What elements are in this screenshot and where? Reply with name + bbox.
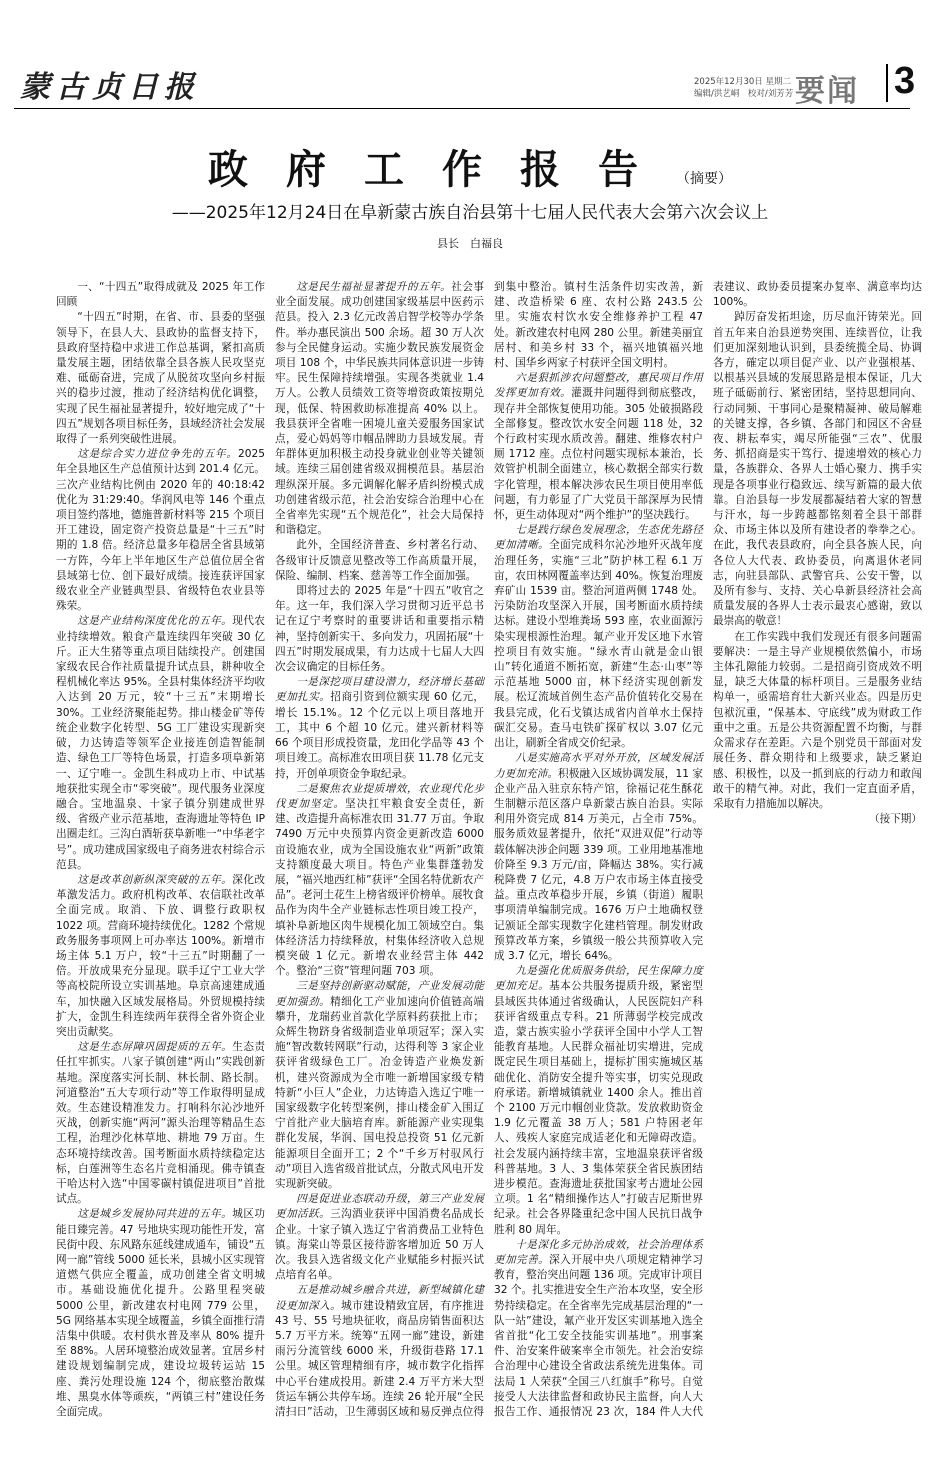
paragraph-lead: 十是深化多元协治成效，社会治理体系更加完善。: [494, 1238, 703, 1266]
article-paragraph: [494, 964, 703, 1238]
paragraph-text: 招商引资到位额实现 60 亿元，增长 15.1%。12 个亿元以上项目落地开工，其中 6 个超 10 亿元。建兴新材料等 66 个项目形成投资量，龙田化学品等 43 个项目竣工。高标准农田项目获 11.78 亿元支持，开创单项资金争取纪录。: [275, 691, 485, 780]
newspaper-logo: 蒙古贞日报: [20, 70, 200, 105]
article-paragraph: [275, 979, 484, 1192]
article-paragraph: [275, 1192, 484, 1283]
article-paragraph: [275, 675, 484, 781]
paragraph-lead: 七是践行绿色发展理念，生态优先路径更加清晰。: [494, 524, 703, 552]
paragraph-text: 社会事业全面发展。成功创建国家级基层中医药示范县。投入 2.3 亿元改善启智学校等办学条件。举办惠民演出 500 余场。超 30 万人次参与全民健身运动。实施少数民族发展资金项目 108 个，中华民族共同体意识进一步铸牢。民生保障持续增强。实现各类就业 1.4 万人。公教人员绩效工资等增资政策按期兑现，低保、特困救助标准提高 40% 以上。我县获评全省唯一困境儿童关爱服务国家试点，爱心妈妈等巾帼品牌助力县域发展。青年群体更加积极主动投身就业创业等关键领域。连续三届创建省级双拥模范县。基层治理纵深开展。多元调解化解矛盾纠纷模式成功创建省级示范，社会治安综合治理中心在全省率先实现“五个规范化”，社会大局保持和谐稳定。: [275, 281, 485, 537]
continued-note: （接下期）: [869, 813, 922, 826]
article-paragraph: “十四五”时期，在省、市、县委的坚强领导下，在县人大、县政协的监督支持下，县政府坚持稳中求进工作总基调，紧扣高质量发展主题，团结依靠全县各族人民攻坚克难、砥砺奋进，完成了从脱贫攻坚向乡村振兴的稳步过渡，推动了经济结构优化调整，实现了民生福祉显著提升，较好地完成了“十四五”规划各项目标任务，县域经济社会发展取得了一系列突破性进展。: [56, 311, 265, 446]
masthead-divider: [886, 64, 888, 102]
paragraph-text: 三沟酒业获评中国消费名品成长企业。十家子镇入选辽宁省消费品工业特色镇。海棠山等景区接待游客增加近 50 万人次。我县入选省级文化产业赋能乡村振兴试点培育名单。: [275, 1208, 485, 1282]
article-paragraph: 此外，全国经济普查、乡村著名行动、各级审计反馈意见整改等工作高质量开展，保险、编制、档案、慈善等工作全面加强。: [275, 539, 484, 582]
article-paragraph: [56, 447, 265, 614]
article-paragraph: [275, 782, 484, 980]
paragraph-text: 基本公共服务提质升级，紧密型县域医共体通过省级确认，人民医院妇产科获评省级重点专科。21 所薄弱学校完成改造，蒙古族实验小学获评全国中小学人工智能教育基地。人民群众福祉切实增进，完成既定民生项目基础上，提标扩围实施城区基础优化、消防安全提升等实事，切实兑现政府承诺。新增城镇就业 1400 余人。推出首个 2100 万元巾帼创业贷款。发放救助资金 1.9 亿元覆盖 38 万人；581 户特困老年人、残疾人家庭完成适老化和无障碍改造。社会发展内涵持续丰富，宝地温泉获评省级科普基地。3 人、3 集体荣获全省民族团结进步模范。查海遗址获批国家考古遗址公园立项。1 名“精细操作达人”打破吉尼斯世界纪录。社会各界隆重纪念中国人民抗日战争胜利 80 周年。: [494, 980, 704, 1236]
paragraph-lead: 八是实施高水平对外开放，区域发展活力更加充沛。: [494, 752, 703, 780]
paragraph-text: 生态责任扛牢抓实。八家子镇创建“两山”实践创新基地。深度落实河长制、林长制、路长制。河道整治“五大专项行动”等工作取得明显成效。生态建设精准发力。打响科尔沁沙地歼灭战，创新实施“两河”源头治理等精品生态工程，治理沙化林草地、耕地 79 万亩。生态环境持续改善。国考断面水质持续稳定达标，白莲洲等生态名片竞相涌现。佛寺镇查干哈达村入选“中国零碳村镇促进项目”首批试点。: [56, 1041, 266, 1206]
article-author: 县长 白福良: [437, 237, 503, 250]
paragraph-text: 坚决扛牢粮食安全责任，新建、改造提升高标准农田 31.77 万亩。争取 7490 万元中央预算内资金更新改造 6000 亩设施农业，成为全国设施农业“两新”政策支持额度最大项目。特色产业集群蓬勃发展，“福兴地西红柿”获评“全国名特优新农产品”。老河土花生上榜省级评价榜单。展牧食品作为肉牛全产业链标志性项目竣工投产，填补阜新地区肉牛规模化加工领域空白。集体经济活力持续释放，村集体经济收入总规模突破 1 亿元。新增农业经营主体 442 个。整治“三资”管理问题 703 项。: [275, 797, 485, 978]
editor-credits: 编辑/洪艺峒 校对/刘芳芳: [694, 89, 794, 99]
paragraph-lead: 这是生态屏障巩固提质的五年。: [77, 1041, 233, 1054]
paragraph-lead: 二是聚焦农业提质增效，农业现代化步伐更加坚定。: [275, 782, 484, 810]
page-number: 3: [894, 60, 916, 102]
article-paragraph: 踔厉奋发拓坦途，历尽血汗铸荣光。回首五年来自治县逆势突围、连续晋位，让我们更加深刻地认识到，县委统揽全局、协调各方，確定以项目促产业、以产业强根基、以根基兴县域的发展思路是根本保证，几大班子砥砺前行、紧密团结，坚持思想同向、行动同频、干事同心是聚精凝神、破局解难的关键支撑，各乡镇、各部门和园区不舍昼夜、耕耘奉实，竭尽所能强“三农”、优服务、抓招商是实干笃行、提速增效的核心力量，各族群众、各界人士婚心聚力、携手实现是各项事业行稳致远、续写新篇的最大依靠。自治县每一步发展都凝结着大家的智慧与汗水，每一步跨越都铭刻着全县干部群众、市场主体以及所有建设者的拳拳之心。在此，我代表县政府，向全县各族人民，向各位人大代表、政协委员，向离退休老同志，向驻县部队、武警官兵、公安干警，以及所有参与、支持、关心阜新县经济社会高质量发展的各界人士表示最衷心感谢，致以最崇高的敬意！: [713, 311, 922, 628]
paragraph-text: 深化改革激发活力。政府机构改革、农信联社改革全面完成。取消、下放、调整行政职权 1022 项。营商环境持续优化。1282 个常规政务服务事项网上可办率达 100%。新增市场主体 5.1 万户，较“十三五”时期翻了一倍。开放成果充分显现。联手辽宁工业大学等高校院所设立实训基地。阜京高速建成通车，加快融入区域发展格局。外贸规模持续扩大，金凯生科连续两年获得全省外资企业突出贡献奖。: [56, 873, 266, 1038]
article-paragraph: [56, 1207, 265, 1420]
paragraph-text: 精细化工产业加速向价值链高端攀升，龙瑞药业首款化学原料药获批上市；众辉生物跻身省级制造业单项冠军；深入实施“智改数转网联”行动，达得利等 3 家企业获评省级绿色工厂。冶金铸造产业焕发新机，建兴资源成为全市唯一新增国家级专精特新“小巨人”企业，力达铸造入选辽宁唯一国家级数字化转型案例，排山楼金矿入围辽宁首批产业大脑培育库。新能源产业实现集群化发展，华润、国电投总投资 51 亿元新能源项目全面开工；2 个“千乡万村驭风行动”项目入选省级首批试点，分散式风电开发实现新突破。: [275, 995, 485, 1190]
article-paragraph: 在工作实践中我们发现还有很多问题需要解决：一是主导产业规模依然偏小，市场主体孔隙能力较弱。二是招商引资成效不明显，缺乏大体量的标杆项目。三是服务业结构单一，亟需培育壮大新兴业态。四是历史包袱沉重，“保基本、守底线”成为财政工作重中之重。五是公共资源配置不均衡，与群众需求存在差距。六是个别党员干部面对发展任务、群众期待和上级要求，缺乏紧迫感、积极性，以及一抓到底的行动力和敢闯敢干的精气神。对此，我们一定直面矛盾，采取有力措施加以解决。: [713, 630, 922, 810]
article-subtitle: ——2025年12月24日在阜新蒙古族自治县第十七届人民代表大会第六次会议上: [171, 203, 769, 223]
article-title-suffix: （摘要）: [676, 171, 732, 187]
paragraph-text: 城区功能日臻完善。47 号地块实现功能性开发，富民街中段、东风路东延线建成通车，铺设“五网一廊”管线 5000 延长米，县城小区实现管道燃气供应全覆盖，成功创建全省文明城市。基础设施优化提升。公路里程突破 5000 公里，新改建农村电网 779 公里，5G 网络基本实现全域覆盖，乡镇全面推行清洁集中供暖。农村供水普及率从 80% 提升至 88%。人居环境整治成效显著。宜居乡村建设规划编制完成，建设垃圾转运站 15 座、粪污处理设施 124 个，彻底整治散煤堆、黑臭水体等顽疾，“两镇三村”建设任务全面完成。: [56, 1208, 266, 1419]
paragraph-lead: 三是坚持创新驱动赋能，产业发展动能更加强劲。: [275, 980, 484, 1008]
article-paragraph: [494, 523, 703, 751]
paragraph-lead: 一是深挖项目建设潜力，经济增长基础更加扎实。: [275, 676, 484, 704]
article-paragraph: [56, 1040, 265, 1207]
paragraph-lead: 这是城乡发展协同共进的五年。: [77, 1208, 233, 1221]
article-paragraph: [56, 614, 265, 872]
paragraph-text: 现代农业持续增效。粮食产量连续四年突破 30 亿斤。正大生猪等重点项目陆续投产。创建国家级农民合作社质量提升试点县，耕种收全程机械化率达 95%。全县村集体经济平均收入达到 20 万元，较“十三五”末期增长 30%。工业经济聚能起势。排山楼金矿等传统企业数字化转型、5G 工厂建设实现新突破，力达铸造等领军企业接连创造智能制造、绿色工厂等特色场景，打造多项阜新第一、辽宁唯一。金凯生科成功上市、中试基地获批实现全市“零突破”。现代服务业深度融合。宝地温泉、十家子镇分别建成世界级、省级产业示范基地，查海遗址等特色 IP 出圈走红。三沟白酒斩获阜新唯一“中华老字号”。成功建成国家级电子商务进农村综合示范县。: [56, 615, 266, 871]
paragraph-text: 灌溉井问题得到彻底整改，现存井全部恢复使用功能。305 处破损路段全部修复。整改饮水安全问题 118 处，32 个行政村实现水质改善。翻建、维修农村户厕 1712 座。点位村问题实现标本兼治，长效管护机制全面建立，核心数据全部实行数字化管理，根本解决涉农民生项目使用率低问题，有力彰显了广大党员干部深厚为民情怀，更生动体现对“两个维护”的坚决践行。: [494, 387, 704, 522]
article-title-text: 政府工作报告: [208, 146, 676, 193]
issue-meta: [694, 76, 793, 100]
paragraph-lead: 四是促进业态联动升级，第三产业发展更加活跃。: [275, 1193, 484, 1221]
paragraph-text: 城市建设精致宜居，有序推进 43 号、55 号地块征收，商品房销售面积达 5.7 万平方米。统筹“五网一廊”建设，新建雨污分流管线 6000 米，升级街巷路 17.1 公里。城区管理精细有序，城市数字化指挥中心平台建成投用。新建 2.4 万平方米大型货运车辆公共停车场。连续 26 轮开展“全民清扫日”活动，卫生薄弱区域和易反弹点位得到集中整治。镇村生活条件切实改善，新建、改造桥梁 6 座、农村公路 243.5 公里。实施农村饮水安全维修养护工程 47 处。新改建农村电网 280 公里。新建美丽宜居村、和美乡村 33 个，福兴地镇福兴地村、国华乡两家子村获评全国文明村。: [275, 281, 703, 1419]
paragraph-text: 全面完成科尔沁沙地歼灭战年度治理任务，实施“三北”防护林工程 6.1 万亩，农田林网覆盖率达到 40%。恢复治理废弃矿山 1539 亩。整治河道两侧 1748 处。污染防治攻坚深入开展，国考断面水质持续达标。建设小型堆粪场 593 座，农业面源污染实现根源性治理。氟产业开发区地下水管控项目有效实施。“绿水青山就是金山银山”转化通道不断拓宽，新建“生态·山枣”等示范基地 5000 亩，林下经济实现创新发展。松辽流域首例生态产品价值转化交易在我县完成，化石戈镇达成省内首单水土保持碳汇交易。查马屯铁矿探矿权以 3.07 亿元出让，刷新全省成交价纪录。: [494, 539, 704, 750]
paragraph-lead: 这是产业结构深度优化的五年。: [77, 615, 233, 628]
article-paragraph: [275, 280, 484, 538]
section-name: 要闻: [795, 74, 859, 109]
paragraph-lead: 六是狠抓涉农问题整改，惠民项目作用发挥更加有效。: [494, 372, 703, 400]
paragraph-lead: 五是推动城乡融合共进，新型城镇化建设更加深入。: [275, 1284, 484, 1312]
article-paragraph: [56, 873, 265, 1040]
paragraph-lead: 九是强化优质服务供给，民生保障力度更加充足。: [494, 965, 703, 993]
article-title: [0, 138, 940, 195]
article-body: [56, 280, 922, 1430]
paragraph-text: 积极融入区域协调发展，11 家企业产品入驻京东特产馆，徐福记花生酥花生制糖示范区落户阜新蒙古族自治县。实际利用外资完成 814 万美元，占全市 75%。服务质效显著提升，依托“双进双促”行动等载体解决涉企问题 339 项。工业用地基准地价降至 9.3 万元/亩，降幅达 38%。实行减税降费 7 亿元，4.8 万户农市场主体直接受益。重点改革稳步开展，乡镇（街道）履职事项清单编制完成。1676 万户土地确权登记颁证全部实现数字化建档管理。制发财政预算改革方案，乡镇级一般公共预算收入完成 3.7 亿元，增长 64%。: [494, 767, 703, 962]
paragraph-text: 2025 年全县地区生产总值预计达到 201.4 亿元。三次产业结构比例由 2020 年的 40:18:42 优化为 31:29:40。华润风电等 146 个重点项目签约落地，德施普新材料等 215 个项目开工建设，固定资产投资总量是“十三五”时期的 1.8 倍。经济总量多年稳居全省县域第一方阵，今年上半年地区生产总值位居全省县域第七位、创下最好成绩。接连获评国家级农业全产业链典型县、省级特色农业县等殊荣。: [56, 448, 265, 613]
article-paragraph: 一、“十四五”取得成就及 2025 年工作回顾: [56, 281, 265, 309]
paragraph-lead: 这是综合实力进位争先的五年。: [77, 448, 239, 461]
paragraph-text: 深入开展中央八项规定精神学习教育，整治突出问题 136 项。完成审计项目 32 个。扎实推进安全生产治本攻坚，安全形势持续稳定。在全省率先完成基层治理的“一队一站”建设，氟产业开发区实训基地入选全省首批“化工安全技能实训基地”。刑事案件、治安案件破案率全市领先。社会治安综合治理中心建设全省政法系统先进集体。司法局 1 人荣获“全国三八红旗手”称号。自觉接受人大法律监督和政协民主监督，向人大报告工作、通报情况 23 次，184 件人大代表建议、政协委员提案办复率、满意率均达 100%。: [494, 281, 922, 1419]
article-paragraph: 即将过去的 2025 年是“十四五”收官之年。这一年，我们深入学习贯彻习近平总书记在辽宁考察时的重要讲话和重要指示精神，坚持创新实干、多向发力，巩固拓展“十四五”时期发展成果，有力达成十七届人大四次会议确定的目标任务。: [275, 585, 484, 674]
paragraph-lead: 这是改革创新纵深突破的五年。: [77, 873, 233, 886]
masthead: [14, 60, 916, 109]
article-paragraph: [494, 371, 703, 523]
article-paragraph: [494, 751, 703, 964]
paragraph-lead: 这是民生福祉显著提升的五年。: [296, 281, 452, 293]
issue-date: 2025年12月30日 星期二: [694, 77, 791, 87]
